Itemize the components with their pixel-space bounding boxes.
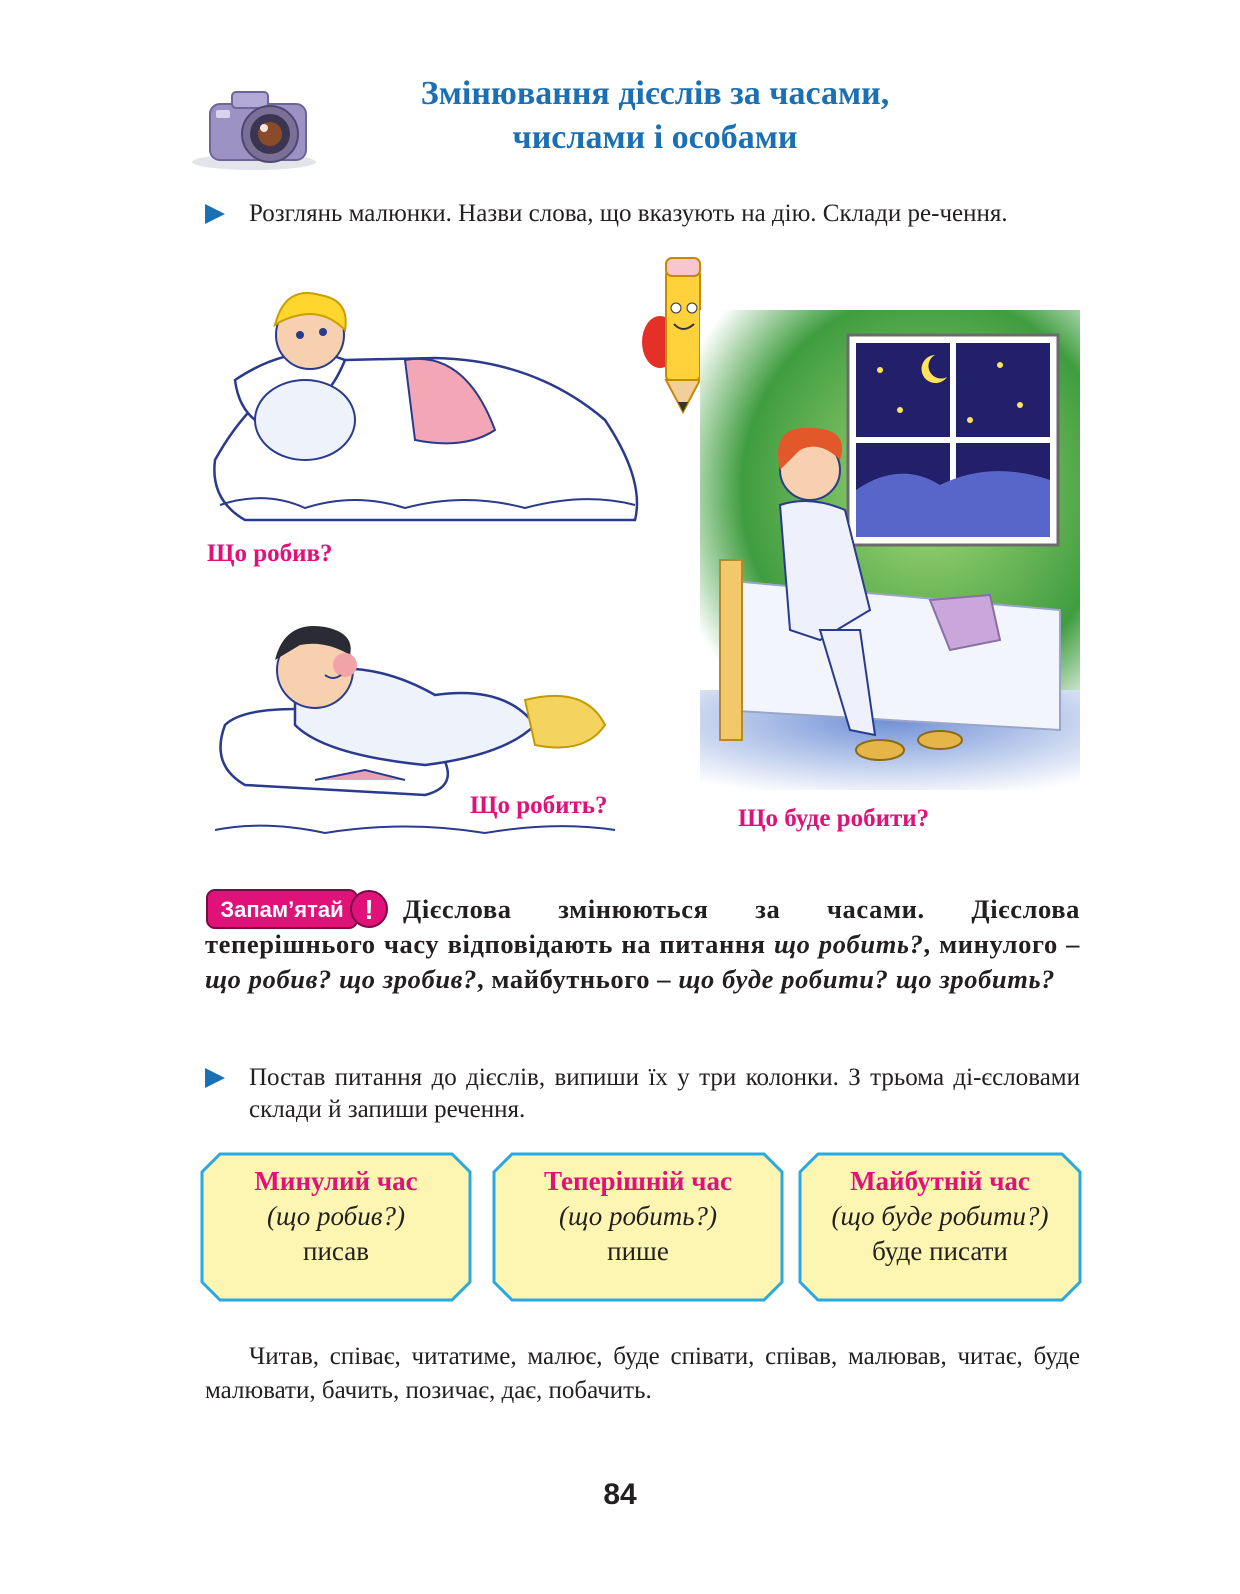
rule-text-3: , майбутнього –	[476, 964, 679, 994]
task-2-text: Постав питання до дієслів, випиши їх у три колонки. З трьома ді-єсловами склади й запиши речення.	[249, 1064, 1080, 1123]
task-1	[205, 198, 1080, 230]
title-line-1: Змінювання дієслів за часами,	[420, 75, 890, 112]
remember-badge-label: Запам’ятай	[220, 897, 344, 922]
grammar-rule	[205, 892, 1080, 997]
illustration-boy-night-window	[700, 310, 1080, 790]
rule-question-present: що робить?	[773, 929, 924, 959]
page-number: 84	[603, 1478, 637, 1511]
rule-question-future: що буде робити? що зробить?	[678, 964, 1056, 994]
rule-question-past: що робив? що зробив?	[205, 964, 477, 994]
arrow-bullet-icon	[205, 204, 225, 224]
tense-box-present	[492, 1152, 784, 1302]
tense-question-past: (що робив?)	[267, 1201, 405, 1231]
task-2	[205, 1062, 1080, 1126]
camera-icon	[188, 80, 320, 172]
exclamation-icon: !	[364, 894, 374, 925]
tense-question-present: (що робить?)	[559, 1201, 717, 1231]
verbs-list	[205, 1340, 1080, 1408]
page-title	[330, 72, 980, 160]
tense-example-future: буде писати	[872, 1236, 1008, 1266]
tense-name-present: Теперішній час	[544, 1166, 732, 1196]
rule-text-2: , минулого –	[923, 929, 1080, 959]
tense-question-future: (що буде робити?)	[831, 1201, 1049, 1231]
title-line-2: числами і особами	[512, 119, 798, 156]
arrow-bullet-icon	[205, 1068, 225, 1088]
question-future-label: Що буде робити?	[738, 805, 930, 832]
tense-name-past: Минулий час	[254, 1166, 418, 1196]
tense-example-past: писав	[303, 1236, 369, 1266]
tense-name-future: Майбутній час	[850, 1166, 1030, 1196]
tense-box-future	[798, 1152, 1090, 1302]
question-present-label: Що робить?	[470, 792, 608, 819]
question-past-label: Що робив?	[207, 540, 333, 567]
verbs-list-text: Читав, співає, читатиме, малює, буде співати, співав, малював, читає, буде малювати, бачить, позичає, дає, побачить.	[205, 1343, 1080, 1404]
task-1-text: Розглянь малюнки. Назви слова, що вказують на дію. Склади ре-чення.	[249, 200, 1008, 227]
illustration-boy-woke-up	[205, 280, 645, 570]
tense-example-present: пише	[607, 1236, 669, 1266]
rule-text-1: Дієслова змінюються за часами. Дієслова теперішнього часу відповідають на питання	[205, 894, 1080, 959]
tense-box-past	[200, 1152, 492, 1302]
